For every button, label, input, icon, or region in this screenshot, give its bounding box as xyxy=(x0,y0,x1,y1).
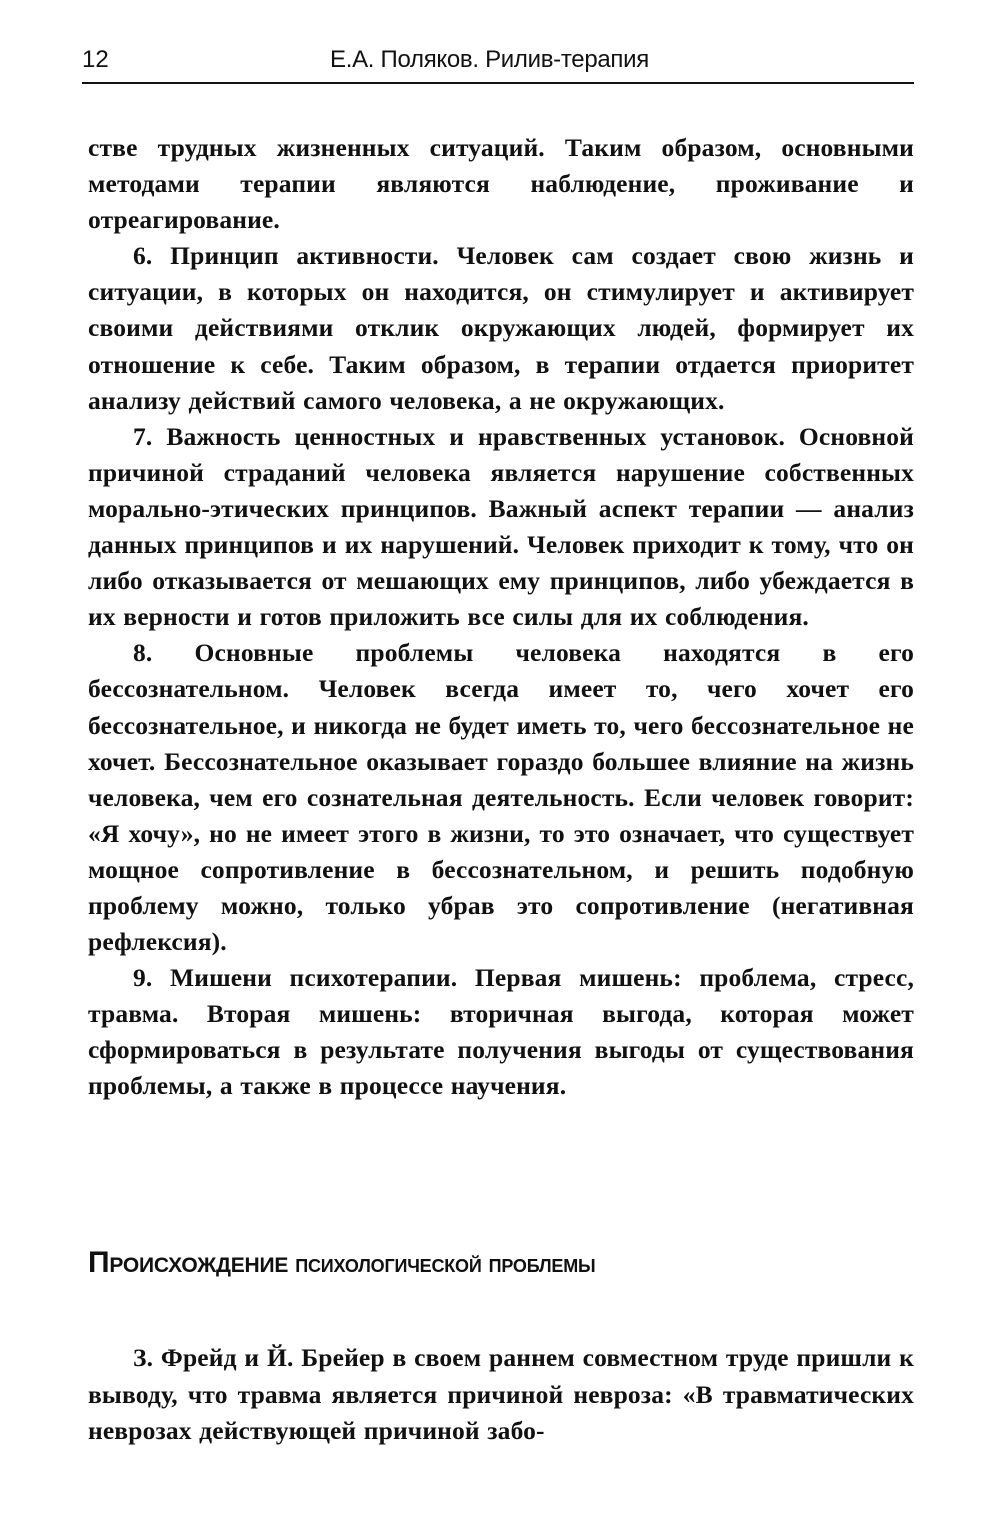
paragraph-lead: 9. Мишени психотерапии. xyxy=(133,963,458,993)
paragraph-principle-6 xyxy=(88,238,914,418)
section-heading-first: Происхождение xyxy=(88,1246,289,1279)
body-text xyxy=(88,130,914,1105)
section-body xyxy=(88,1340,914,1450)
running-title: Е.А. Поляков. Рилив-терапия xyxy=(330,46,649,73)
paragraph-text: Человек всегда имеет то, чего хочет его бессознательное, и никогда не будет иметь то, чего бессознательное не хочет. Бессознательное оказывает гораздо большее влияние на жизнь человека, чем его сознательная деятельность. Если человек говорит: «Я хочу», но не имеет этого в жизни, то это означает, что существует мощное сопротивление в бессознательном, и решить подобную проблему можно, только убрав это сопротивление (негативная рефлексия). xyxy=(88,674,914,957)
running-head xyxy=(82,40,912,80)
paragraph-text: Основной причиной страданий человека является нарушение собственных морально-этических принципов. Важный аспект терапии — анализ данных принципов и их нарушений. Человек приходит к тому, что он либо отказывается от мешающих ему принципов, либо убеждается в их верности и готов приложить все силы для их соблюдения. xyxy=(88,421,915,632)
paragraph-principle-9 xyxy=(88,960,914,1104)
paragraph-continuation xyxy=(88,130,914,238)
paragraph-principle-7 xyxy=(88,419,914,636)
page-number: 12 xyxy=(82,46,109,73)
paragraph-text: Первая мишень: проблема, стресс, травма. Вторая мишень: вторичная выгода, которая может сформироваться в результате получения выгоды от существования проблемы, а также в процессе научения. xyxy=(88,963,915,1101)
paragraph-principle-8 xyxy=(88,635,914,960)
section-heading-rest: психологической проблемы xyxy=(288,1248,596,1278)
paragraph-text: Человек сам создает свою жизнь и ситуации, в которых он находится, он стимулирует и активирует своими действиями отклик окружающих людей, формирует их отношение к себе. Таким образом, в терапии отдается приоритет анализу действий самого человека, а не окружающих. xyxy=(88,241,914,415)
paragraph-lead: 8. Основные проблемы человека находятся в его бессознательном. xyxy=(88,638,914,704)
header-rule xyxy=(82,82,914,84)
paragraph-text: стве трудных жизненных ситуаций. Таким образом, основными методами терапии являются наблюдение, проживание и отреагирование. xyxy=(88,133,914,235)
paragraph-lead: 6. Принцип активности. xyxy=(133,241,439,271)
section-heading xyxy=(88,1242,914,1284)
section-paragraph: З. Фрейд и Й. Брейер в своем раннем совместном труде пришли к выводу, что травма является причиной невроза: «В травматических неврозах действующей причиной забо- xyxy=(88,1343,914,1445)
paragraph-lead: 7. Важность ценностных и нравственных установок. xyxy=(133,421,786,451)
